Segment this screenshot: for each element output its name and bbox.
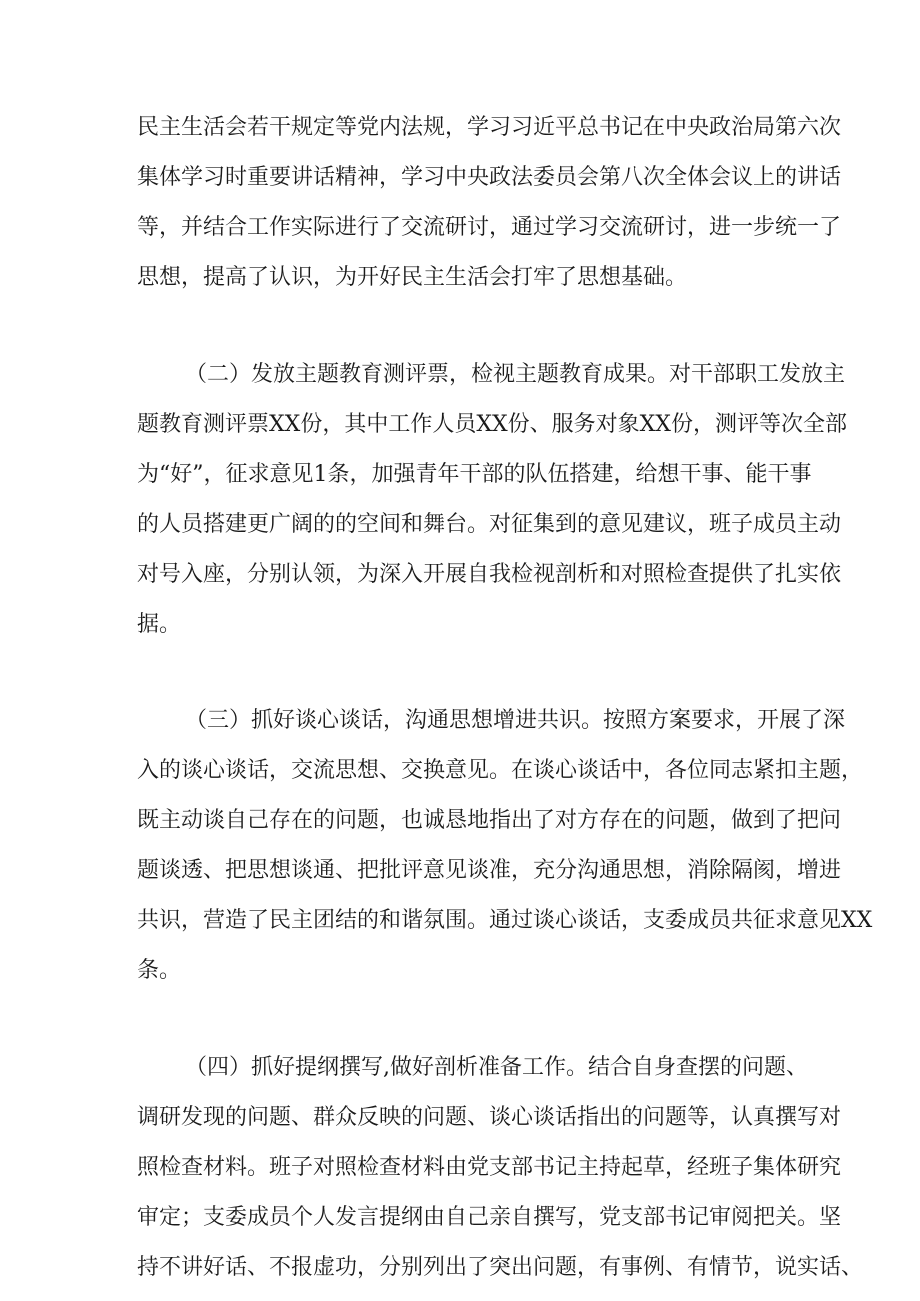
paragraph-3-line-5: 共识，营造了民主团结的和谐氛围。通过谈心谈话，支委成员共征求意见XX bbox=[137, 908, 873, 933]
paragraph-4-line-4: 审定；支委成员个人发言提纲由自己亲自撰写，党支部书记审阅把关。坚 bbox=[137, 1205, 842, 1230]
paragraph-2-line-4: 的人员搭建更广阔的的空间和舞台。对征集到的意见建议，班子成员主动 bbox=[137, 512, 842, 537]
paragraph-1-line-4: 思想，提高了认识，为开好民主生活会打牢了思想基础。 bbox=[137, 265, 688, 290]
paragraph-2-line-3: 为“好”，征求意见1条，加强青年干部的队伍搭建，给想干事、能干事 bbox=[137, 462, 812, 487]
paragraph-2-line-1: （二）发放主题教育测评票，检视主题教育成果。对干部职工发放主 bbox=[185, 362, 846, 387]
paragraph-1-line-1: 民主生活会若干规定等党内法规，学习习近平总书记在中央政治局第六次 bbox=[137, 115, 842, 140]
paragraph-4-line-3: 照检查材料。班子对照检查材料由党支部书记主持起草，经班子集体研究 bbox=[137, 1155, 842, 1180]
paragraph-3-line-6: 条。 bbox=[137, 958, 182, 983]
paragraph-1-line-3: 等，并结合工作实际进行了交流研讨，通过学习交流研讨，进一步统一了 bbox=[137, 215, 842, 240]
paragraph-4-line-1: （四）抓好提纲撰写,做好剖析准备工作。结合自身查摆的问题、 bbox=[185, 1055, 808, 1080]
paragraph-2-line-5: 对号入座，分别认领，为深入开展自我检视剖析和对照检查提供了扎实依 bbox=[137, 562, 842, 587]
paragraph-4-line-5: 持不讲好话、不报虚功，分别列出了突出问题，有事例、有情节，说实话、 bbox=[137, 1255, 864, 1280]
paragraph-3-line-4: 题谈透、把思想谈通、把批评意见谈准，充分沟通思想，消除隔阂，增进 bbox=[137, 858, 842, 883]
paragraph-3-line-2: 入的谈心谈话，交流思想、交换意见。在谈心谈话中，各位同志紧扣主题， bbox=[137, 758, 864, 783]
paragraph-4-line-2: 调研发现的问题、群众反映的问题、谈心谈话指出的问题等，认真撰写对 bbox=[137, 1105, 842, 1130]
paragraph-3-line-3: 既主动谈自己存在的问题，也诚恳地指出了对方存在的问题，做到了把问 bbox=[137, 808, 842, 833]
paragraph-2-line-6: 据。 bbox=[137, 612, 182, 637]
paragraph-2-line-2: 题教育测评票XX份，其中工作人员XX份、服务对象XX份，测评等次全部 bbox=[137, 412, 847, 437]
paragraph-3-line-1: （三）抓好谈心谈话，沟通思想增进共识。按照方案要求，开展了深 bbox=[185, 708, 846, 733]
paragraph-1-line-2: 集体学习时重要讲话精神，学习中央政法委员会第八次全体会议上的讲话 bbox=[137, 165, 842, 190]
